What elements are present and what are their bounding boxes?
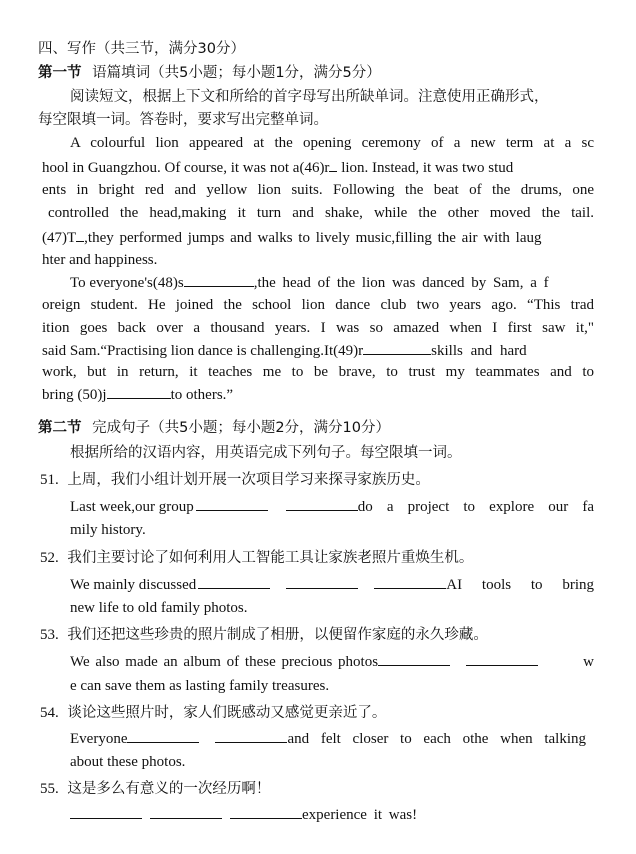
blank-48[interactable]: [184, 272, 254, 287]
question-54-prompt: [40, 703, 386, 723]
blank-55-2[interactable]: [150, 804, 222, 819]
part1-title: 语篇填词（共5小题；每小题1分，满分5分）: [92, 65, 381, 81]
answer-text: about these photos.: [70, 754, 186, 770]
passage-line: ents in bright red and yellow lion suits. Following the beat of the drums, one: [42, 182, 594, 198]
passage-line: [42, 384, 233, 405]
passage-text: lion. Instead, it was two stud: [337, 160, 514, 176]
passage-text: bring (50)j: [42, 387, 107, 403]
blank-53-1[interactable]: [378, 651, 450, 666]
answer-text: Last week,our group: [70, 499, 194, 515]
answer-text: We also made an album of these precious photos: [70, 654, 379, 670]
question-52-answer: [70, 574, 594, 595]
part1-instruction-line2: 每空限填一词。答卷时，要求写出完整单词。: [38, 112, 328, 128]
question-52-prompt: [40, 548, 473, 568]
question-number: 51.: [40, 472, 59, 488]
question-chinese: 我们还把这些珍贵的照片制成了相册，以便留作家庭的永久珍藏。: [67, 627, 488, 643]
question-number: 53.: [40, 627, 59, 643]
question-51-answer: [70, 496, 594, 517]
passage-text: said Sam.“Practising lion dance is challenging.It(49)r: [42, 343, 364, 359]
question-55-prompt: [40, 779, 270, 799]
answer-text: mily history.: [70, 522, 146, 538]
passage-text: to others.”: [170, 387, 234, 403]
blank-52-3[interactable]: [374, 574, 446, 589]
blank-50[interactable]: [107, 384, 171, 399]
question-number: 52.: [40, 550, 59, 566]
passage-line: [42, 340, 527, 361]
answer-text: and felt closer to each othe when talking: [287, 731, 586, 747]
question-51-prompt: [40, 470, 430, 490]
question-53-answer: [70, 651, 594, 672]
passage-text: skills and hard: [431, 343, 527, 359]
blank-55-3[interactable]: [230, 804, 302, 819]
part2-label: 第二节: [38, 420, 82, 436]
section-title: 四、写作（共三节，满分30分）: [38, 41, 245, 57]
passage-text: ,the head of the lion was danced by Sam, a f: [253, 275, 549, 291]
blank-55-1[interactable]: [70, 804, 142, 819]
passage-line: work, but in return, it teaches me to be brave, to trust my teammates and to: [42, 364, 594, 380]
passage-text: To everyone's(48)s: [70, 275, 184, 291]
blank-52-2[interactable]: [286, 574, 358, 589]
answer-text: w: [583, 654, 594, 670]
answer-text: We mainly discussed: [70, 577, 197, 593]
part2-instruction: 根据所给的汉语内容，用英语完成下列句子。每空限填一词。: [70, 445, 462, 461]
passage-line: ition goes back over a thousand years. I was so amazed when I first saw it,": [42, 320, 594, 336]
blank-52-1[interactable]: [198, 574, 270, 589]
answer-text: e can save them as lasting family treasures.: [70, 678, 330, 694]
passage-line: [70, 272, 549, 293]
blank-54-2[interactable]: [215, 728, 287, 743]
question-chinese: 谈论这些照片时，家人们既感动又感觉更亲近了。: [67, 705, 387, 721]
blank-51-2[interactable]: [286, 496, 358, 511]
part1-header: [38, 63, 381, 83]
passage-text: (47)T: [42, 230, 77, 246]
answer-text: new life to old family photos.: [70, 600, 248, 616]
part1-label: 第一节: [38, 65, 82, 81]
answer-text: experience it was!: [302, 807, 418, 823]
answer-text: AI tools to bring: [446, 577, 594, 593]
passage-line: [42, 157, 594, 178]
question-chinese: 上周，我们小组计划开展一次项目学习来探寻家族历史。: [67, 472, 430, 488]
question-54-answer: [70, 728, 586, 749]
part2-title: 完成句子（共5小题；每小题2分，满分10分）: [92, 420, 391, 436]
question-chinese: 这是多么有意义的一次经历啊！: [67, 781, 271, 797]
question-53-prompt: [40, 625, 488, 645]
blank-47[interactable]: [76, 227, 84, 242]
question-chinese: 我们主要讨论了如何利用人工智能工具让家族老照片重焕生机。: [67, 550, 474, 566]
part2-header: [38, 418, 390, 438]
passage-line: [42, 227, 542, 248]
passage-line: controlled the head,making it turn and shake, while the other moved the tail.: [48, 205, 594, 221]
question-55-answer: [70, 804, 417, 825]
answer-text: Everyone: [70, 731, 128, 747]
passage-line: A colourful lion appeared at the opening ceremony of a new term at a sc: [70, 135, 594, 151]
answer-text: do a project to explore our fa: [357, 499, 594, 515]
blank-49[interactable]: [363, 340, 431, 355]
question-number: 54.: [40, 705, 59, 721]
passage-text: hool in Guangzhou. Of course, it was not a(46)r: [42, 160, 330, 176]
blank-54-1[interactable]: [127, 728, 199, 743]
blank-53-2[interactable]: [466, 651, 538, 666]
passage-text: ,they performed jumps and walks to lively music,filling the air with laug: [84, 230, 542, 246]
passage-line: hter and happiness.: [42, 252, 158, 268]
part1-instruction-line1: 阅读短文，根据上下文和所给的首字母写出所缺单词。注意使用正确形式，: [70, 89, 549, 105]
passage-line: oreign student. He joined the school lion dance club two years ago. “This trad: [42, 297, 594, 313]
question-number: 55.: [40, 781, 59, 797]
blank-51-1[interactable]: [196, 496, 268, 511]
